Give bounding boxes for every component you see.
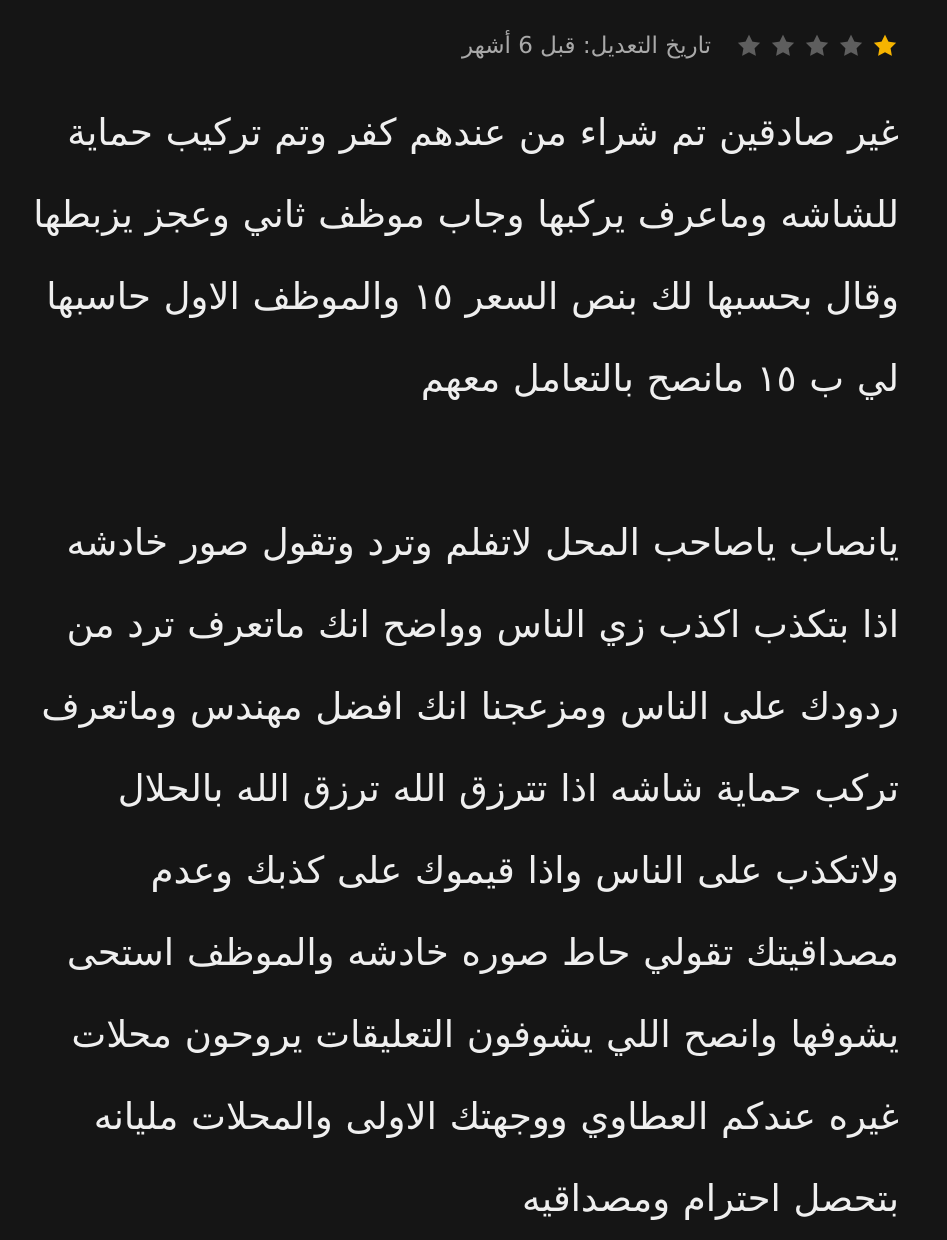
review-line: لي ب ١٥ مانصح بالتعامل معهم	[420, 357, 899, 400]
review-line: غيره عندكم العطاوي ووجهتك الاولى والمحلات مليانه	[93, 1095, 899, 1138]
edited-date: تاريخ التعديل: قبل 6 أشهر	[461, 32, 711, 59]
paragraph-spacer	[58, 420, 899, 502]
star-icon	[735, 32, 763, 60]
review-text	[33, 92, 899, 1240]
star-icon	[803, 32, 831, 60]
review-line: اذا بتكذب اكذب زي الناس وواضح انك ماتعرف ترد من	[66, 603, 899, 646]
review-meta	[58, 24, 899, 68]
review-line: وقال بحسبها لك بنص السعر ١٥ والموظف الاول حاسبها	[46, 275, 899, 318]
review-line: ولاتكذب على الناس واذا قيموك على كذبك وعدم	[150, 849, 899, 892]
star-rating	[735, 32, 899, 60]
review-line: بتحصل احترام ومصداقيه	[521, 1177, 899, 1220]
star-icon	[837, 32, 865, 60]
review-line: للشاشه وماعرف يركبها وجاب موظف ثاني وعجز يزبطها	[33, 193, 899, 236]
star-icon	[871, 32, 899, 60]
review-line: مصداقيتك تقولي حاط صوره خادشه والموظف استحى	[66, 931, 899, 974]
review-line: ردودك على الناس ومزعجنا انك افضل مهندس وماتعرف	[41, 685, 899, 728]
review-line: يانصاب ياصاحب المحل لاتفلم وترد وتقول صور خادشه	[66, 521, 899, 564]
review-line: تركب حماية شاشه اذا تترزق الله ترزق الله بالحلال	[117, 767, 899, 810]
star-icon	[769, 32, 797, 60]
review-paragraph	[41, 502, 899, 1240]
review-paragraph	[33, 92, 899, 420]
review-line: غير صادقين تم شراء من عندهم كفر وتم تركيب حماية	[67, 111, 899, 154]
review-line: يشوفها وانصح اللي يشوفون التعليقات يروحون محلات	[71, 1013, 899, 1056]
